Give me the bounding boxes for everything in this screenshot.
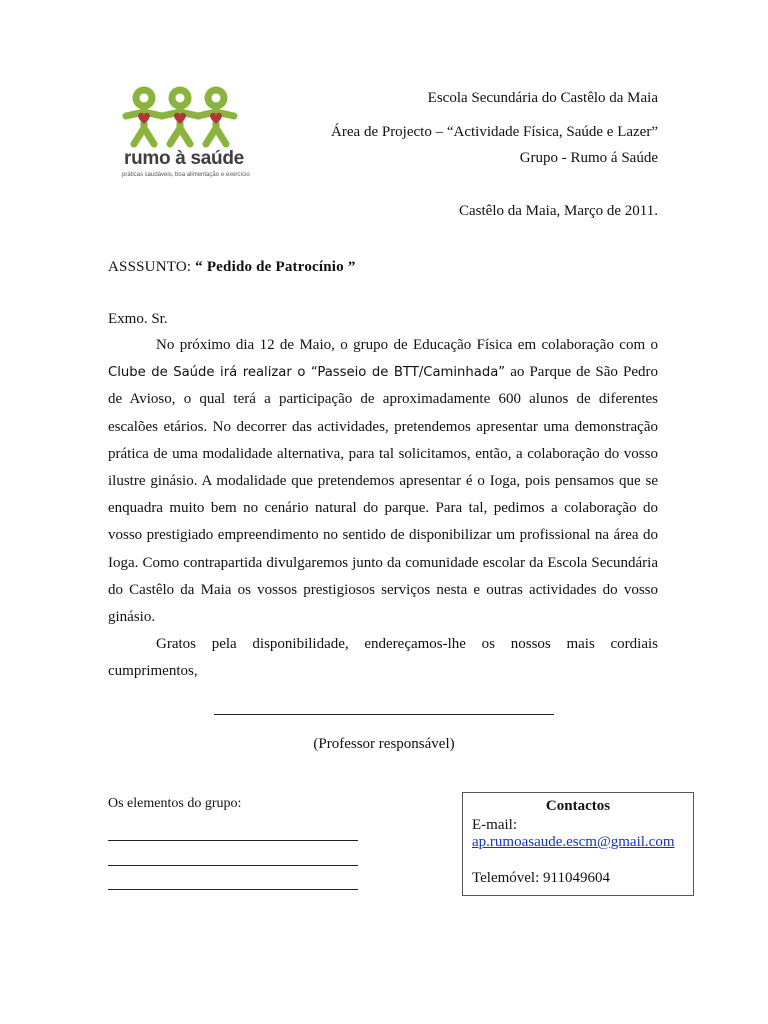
phone-number: Telemóvel: 911049604 (472, 870, 610, 886)
people-chain-icon (118, 86, 258, 150)
email-link[interactable]: ap.rumoasaude.escm@gmail.com (472, 834, 675, 850)
contacts-title: Contactos (545, 798, 611, 814)
salutation: Exmo. Sr. (108, 311, 168, 327)
project-area: Área de Projecto – “Actividade Física, Saúde e Lazer” (331, 124, 658, 140)
school-name: Escola Secundária do Castêlo da Maia (427, 90, 658, 106)
member-line (108, 889, 358, 890)
letter-body (108, 332, 658, 686)
member-line (108, 865, 358, 866)
p1-part-c: ao Parque de São Pedro de Avioso, o qual terá a participação de aproximadamente 600 alunos de diferentes escalões etários. No decorrer das actividades, pretendemos apresentar uma demonstração prática de uma modalidade alternativa, para tal solicitamos, então, a colaboração do vosso ilustre ginásio. A modalidade que pretendemos apresentar é o Ioga, pois pensamos que se enquadra muito bem no cenário natural do parque. Para tal, pedimos a colaboração do vosso prestigiado empreendimento no sentido de disponibilizar um profissional na área do Ioga. Como contrapartida divulgaremos junto da comunidade escolar da Escola Secundária do Castêlo da Maia os vossos prestigiosos serviços nesta e outras actividades do vosso ginásio. (108, 364, 658, 626)
logo-name: rumo à saúde (124, 148, 244, 169)
subject-line (108, 259, 356, 276)
p1-part-a: No próximo dia 12 de Maio, o grupo de Educação Física em colaboração com o (156, 337, 658, 353)
paragraph-2: Gratos pela disponibilidade, endereçamos-lhe os nossos mais cordiais cumprimentos, (108, 636, 658, 680)
place-date: Castêlo da Maia, Março de 2011. (459, 203, 658, 219)
signature-line (214, 714, 554, 715)
subject-label: ASSSUNTO: (108, 259, 192, 275)
group-name: Grupo - Rumo á Saúde (519, 150, 658, 166)
logo (118, 86, 258, 186)
contacts-box (462, 792, 694, 896)
member-line (108, 840, 358, 841)
group-members-label: Os elementos do grupo: (108, 796, 242, 811)
signature-caption: (Professor responsável) (313, 736, 455, 752)
p1-part-b: Clube de Saúde irá realizar o “Passeio de BTT/Caminhada” (108, 365, 506, 381)
email-label: E-mail: (472, 817, 517, 833)
logo-tagline: práticas saudáveis, boa alimentação e exercício (122, 172, 250, 178)
paragraph-1 (108, 332, 658, 631)
subject-text: “ Pedido de Patrocínio ” (195, 259, 356, 275)
